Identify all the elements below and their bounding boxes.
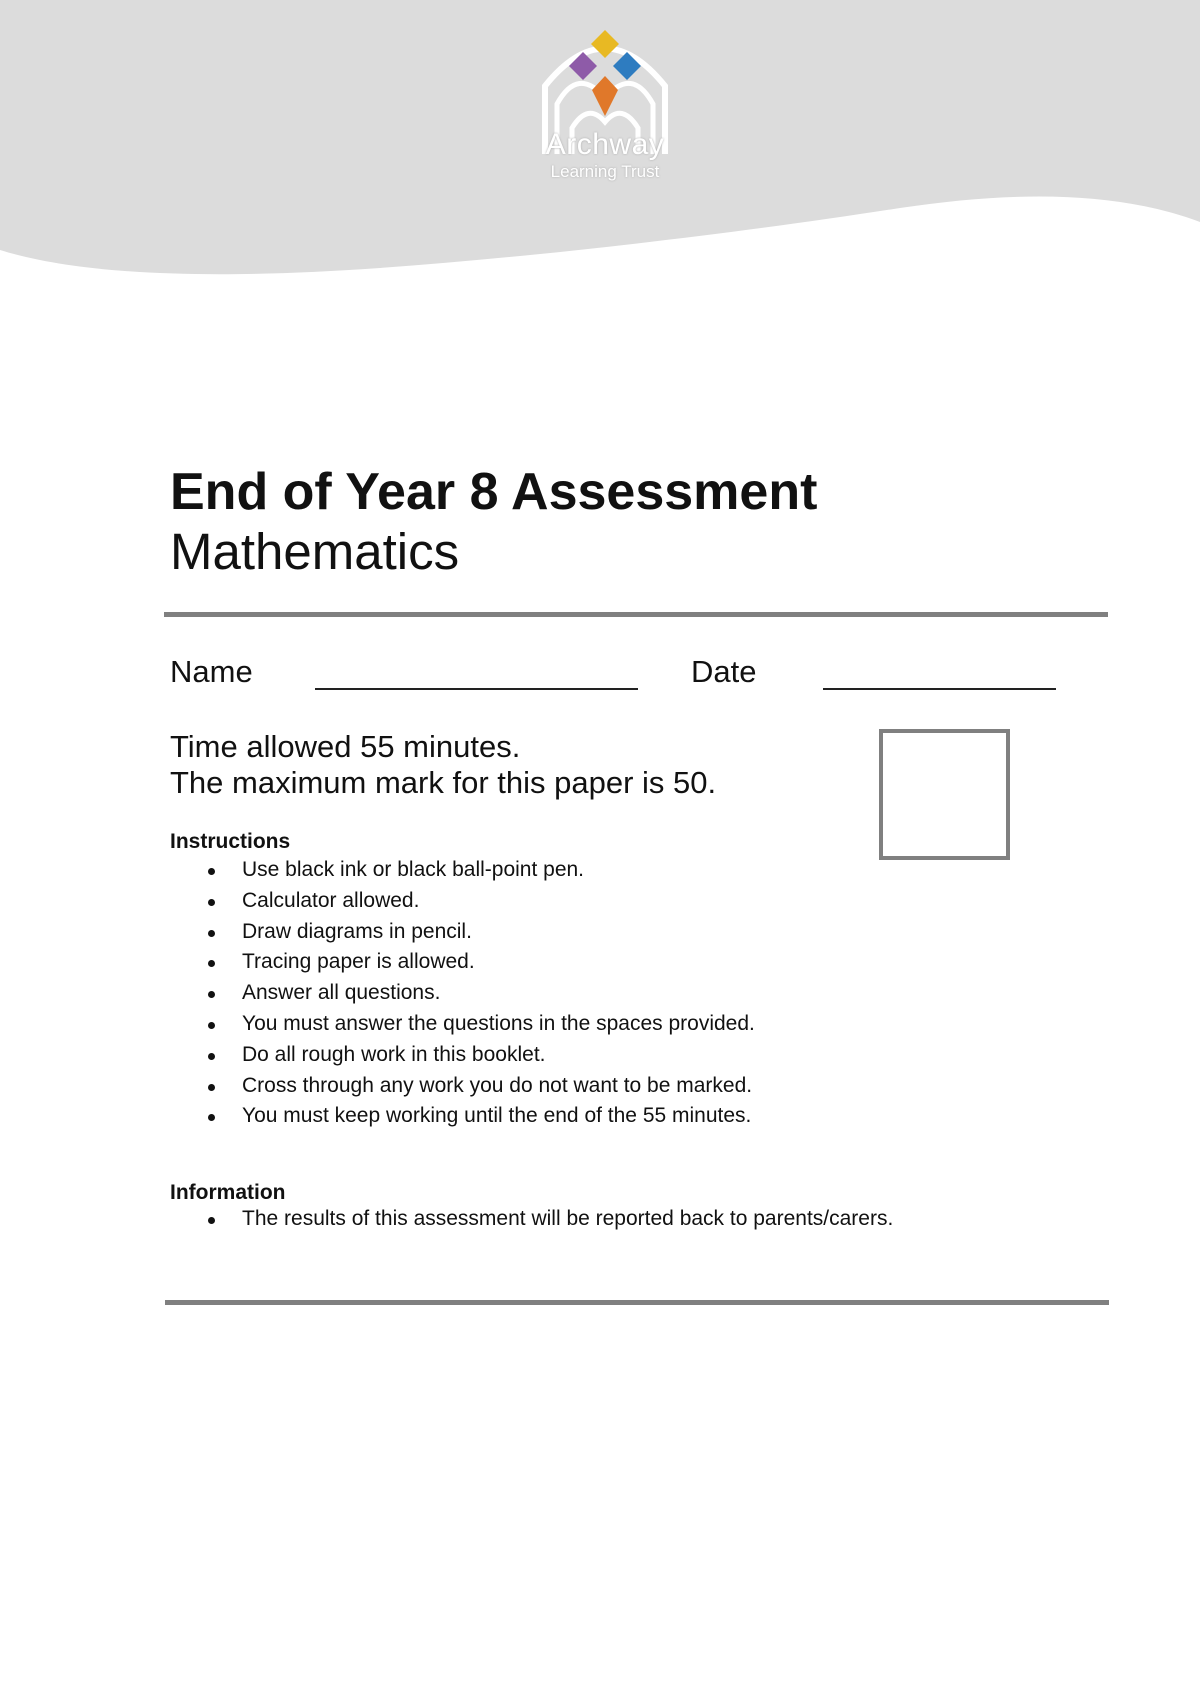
list-item: Draw diagrams in pencil. bbox=[204, 917, 755, 948]
information-heading: Information bbox=[170, 1181, 286, 1204]
list-item: The results of this assessment will be reported back to parents/carers. bbox=[204, 1204, 893, 1235]
maximum-mark-text: The maximum mark for this paper is 50. bbox=[170, 765, 717, 800]
document-title: End of Year 8 Assessment bbox=[170, 463, 818, 521]
date-label: Date bbox=[691, 654, 757, 689]
instructions-heading: Instructions bbox=[170, 830, 291, 853]
bottom-divider bbox=[165, 1300, 1109, 1305]
date-field-line[interactable] bbox=[823, 688, 1056, 690]
list-item: Tracing paper is allowed. bbox=[204, 947, 755, 978]
logo-subtitle: Learning Trust bbox=[550, 162, 660, 181]
name-label: Name bbox=[170, 654, 253, 689]
list-item: Cross through any work you do not want to be marked. bbox=[204, 1071, 755, 1102]
list-item: Calculator allowed. bbox=[204, 886, 755, 917]
list-item: Use black ink or black ball-point pen. bbox=[204, 855, 755, 886]
top-divider bbox=[164, 612, 1108, 617]
list-item: You must answer the questions in the spaces provided. bbox=[204, 1009, 755, 1040]
list-item: Do all rough work in this booklet. bbox=[204, 1040, 755, 1071]
score-box bbox=[879, 729, 1010, 860]
list-item: You must keep working until the end of the 55 minutes. bbox=[204, 1101, 755, 1132]
name-field-line[interactable] bbox=[315, 688, 638, 690]
logo-wordmark: Archway bbox=[545, 128, 665, 161]
list-item: Answer all questions. bbox=[204, 978, 755, 1009]
document-subject: Mathematics bbox=[170, 523, 460, 580]
time-info bbox=[170, 729, 716, 801]
information-list bbox=[204, 1204, 893, 1235]
instructions-list bbox=[204, 855, 755, 1132]
time-allowed-text: Time allowed 55 minutes. bbox=[170, 729, 521, 764]
